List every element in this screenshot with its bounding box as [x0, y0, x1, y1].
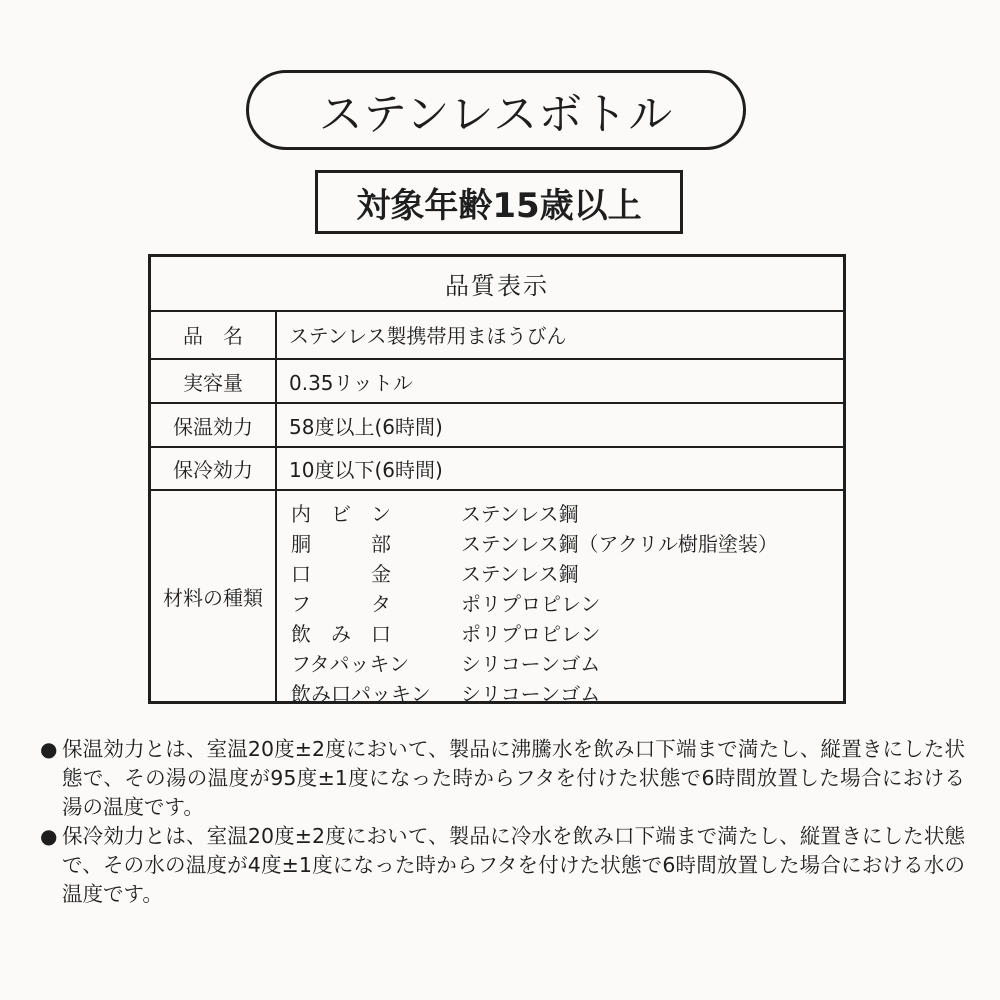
product-title: ステンレスボトル — [246, 70, 746, 150]
quality-label: 保温効力 — [151, 404, 277, 446]
quality-row-heat-retention — [151, 404, 843, 448]
quality-table — [148, 254, 846, 704]
material-item — [291, 557, 841, 587]
quality-label: 実容量 — [151, 360, 277, 402]
material-part: 胴 部 — [291, 531, 391, 556]
bullet-icon: ● — [40, 824, 58, 848]
quality-label: 品 名 — [151, 310, 277, 358]
note-heat-retention — [40, 735, 965, 822]
material-part: フタパッキン — [291, 651, 410, 676]
quality-value: 58度以上(6時間) — [289, 414, 443, 439]
bullet-icon: ● — [40, 737, 58, 761]
quality-row-product-name — [151, 310, 843, 360]
material-item — [291, 617, 841, 647]
material-name: ポリプロピレン — [461, 591, 601, 616]
material-name: ステンレス鋼（アクリル樹脂塗装） — [461, 531, 778, 556]
material-item — [291, 497, 841, 527]
quality-row-capacity — [151, 360, 843, 404]
material-item — [291, 587, 841, 617]
material-part: フ タ — [291, 591, 391, 616]
age-label: 対象年齢15歳以上 — [315, 170, 683, 234]
note-cold-retention — [40, 822, 965, 909]
quality-value: 0.35リットル — [289, 370, 413, 395]
quality-label: 材料の種類 — [151, 491, 277, 701]
material-item — [291, 647, 841, 677]
material-name: シリコーンゴム — [461, 651, 601, 676]
material-item — [291, 677, 841, 707]
material-part: 内 ビ ン — [291, 501, 391, 526]
material-part: 飲み口パッキン — [291, 681, 431, 706]
notes-section — [40, 735, 965, 909]
quality-row-cold-retention — [151, 448, 843, 491]
quality-value: 10度以下(6時間) — [289, 458, 443, 482]
material-part: 口 金 — [291, 561, 391, 586]
note-text: 保冷効力とは、室温20度±2度において、製品に冷水を飲み口下端まで満たし、縦置きにした状態で、その水の温度が4度±1度になった時からフタを付けた状態で6時間放置した場合における水の温度です。 — [62, 824, 965, 906]
quality-value: ステンレス製携帯用まほうびん — [289, 323, 567, 348]
material-name: ポリプロピレン — [461, 621, 601, 646]
material-part: 飲 み 口 — [291, 621, 391, 646]
material-item — [291, 527, 841, 557]
quality-row-materials — [151, 491, 843, 706]
quality-label: 保冷効力 — [151, 448, 277, 489]
quality-table-header: 品質表示 — [151, 257, 843, 312]
material-name: シリコーンゴム — [461, 681, 601, 706]
note-text: 保温効力とは、室温20度±2度において、製品に沸騰水を飲み口下端まで満たし、縦置きにした状態で、その湯の温度が95度±1度になった時からフタを付けた状態で6時間放置した場合における湯の温度です。 — [62, 737, 965, 819]
material-name: ステンレス鋼 — [461, 561, 579, 586]
materials-list — [291, 497, 841, 707]
material-name: ステンレス鋼 — [461, 501, 579, 526]
